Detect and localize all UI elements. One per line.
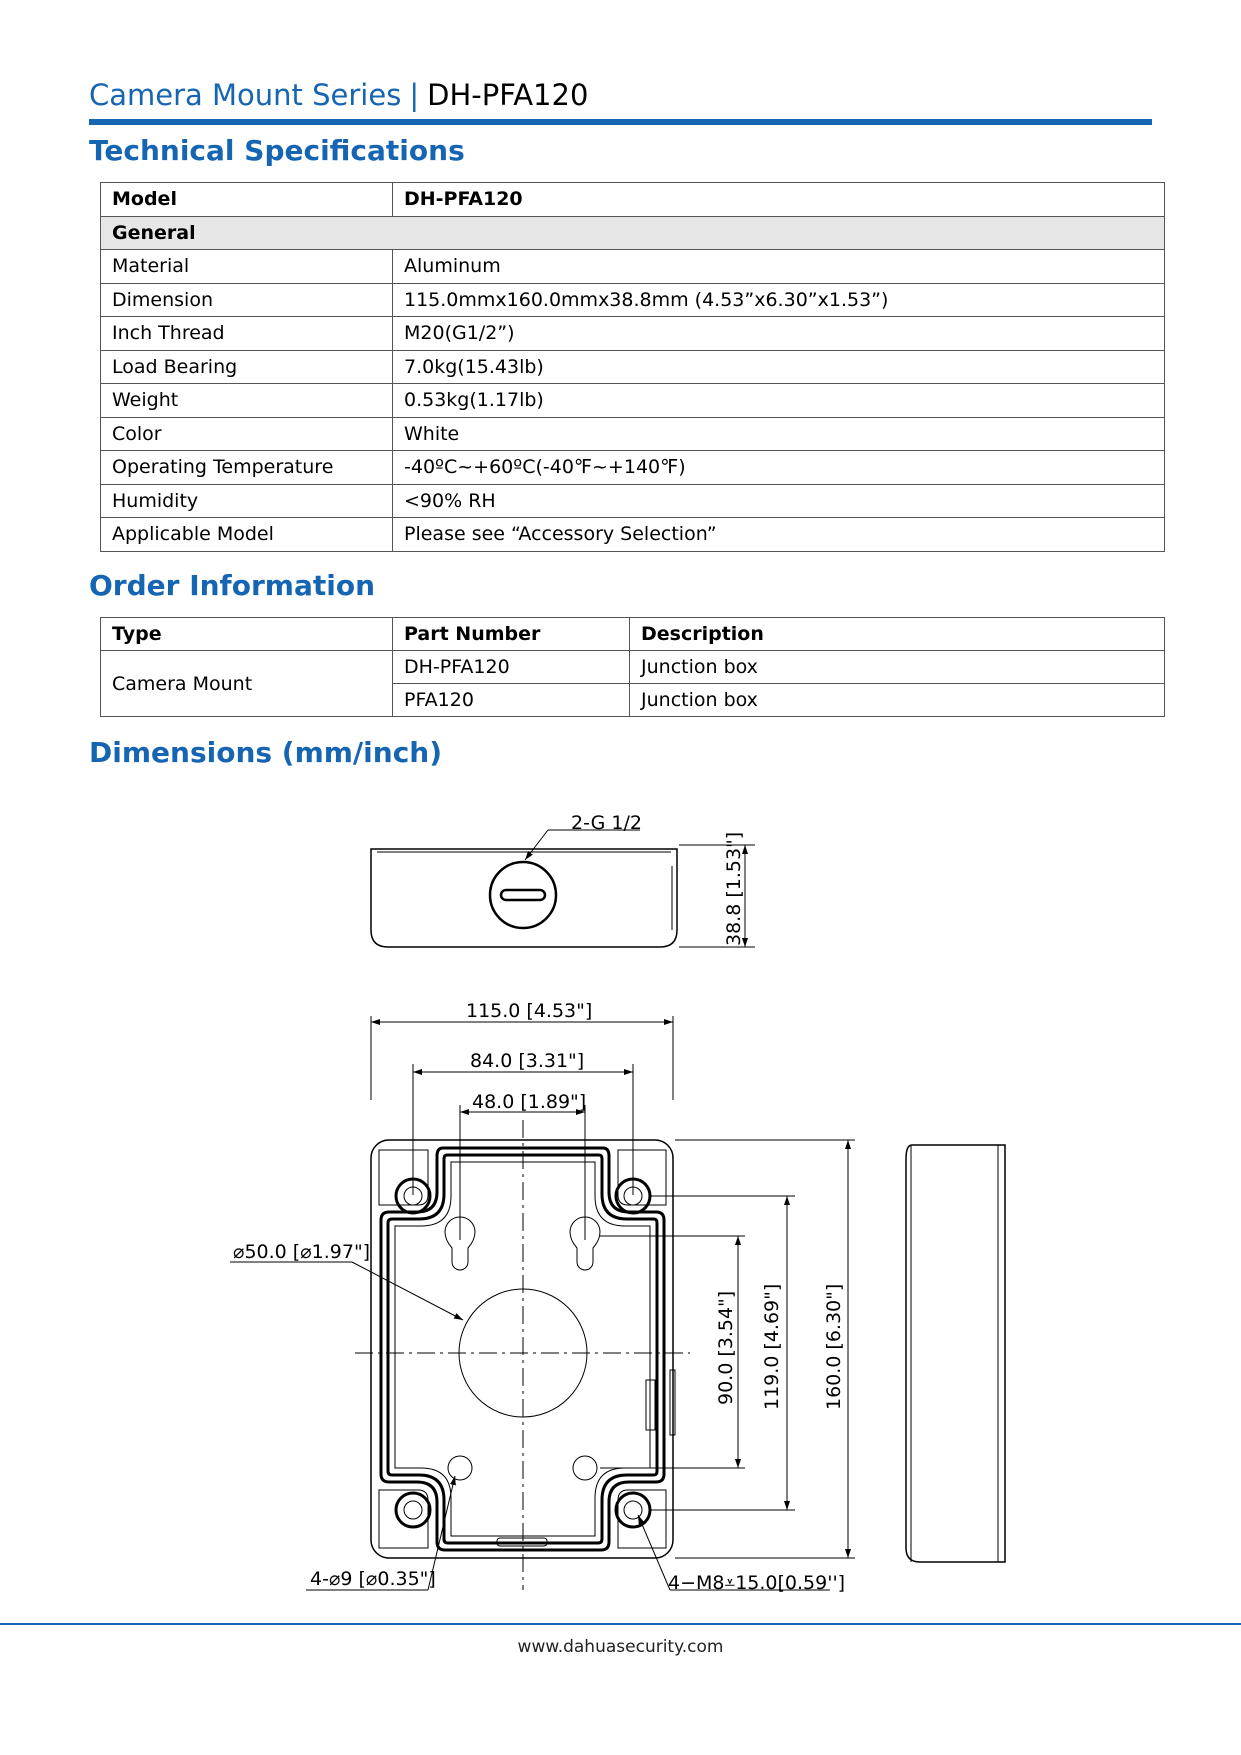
width-mid-label: 84.0 [3.31"] xyxy=(470,1050,585,1072)
order-info-title: Order Information xyxy=(89,569,376,602)
spec-value: White xyxy=(393,417,1165,451)
spec-label: Dimension xyxy=(101,283,393,317)
width-total-label: 115.0 [4.53"] xyxy=(466,1000,593,1022)
height-90-label: 90.0 [3.54"] xyxy=(715,1290,737,1405)
spec-value: -40ºC~+60ºC(-40℉~+140℉) xyxy=(393,451,1165,485)
order-type: Camera Mount xyxy=(101,651,393,717)
order-header-desc: Description xyxy=(630,618,1165,651)
width-inner-label: 48.0 [1.89"] xyxy=(472,1091,587,1113)
thread-label: 2-G 1/2 xyxy=(571,812,642,834)
spec-value: 0.53kg(1.17lb) xyxy=(393,384,1165,418)
order-desc: Junction box xyxy=(630,684,1165,717)
m8-holes-label: 4−M8⩡15.0[0.59''] xyxy=(668,1572,846,1594)
side-view xyxy=(371,830,755,947)
footer-line xyxy=(0,1623,1241,1625)
spec-value: <90% RH xyxy=(393,484,1165,518)
spec-label: Inch Thread xyxy=(101,317,393,351)
spec-value: 115.0mmx160.0mmx38.8mm (4.53”x6.30”x1.53”) xyxy=(393,283,1165,317)
side-height-label: 38.8 [1.53"] xyxy=(723,831,745,946)
spec-label: Applicable Model xyxy=(101,518,393,552)
header-model: DH-PFA120 xyxy=(427,78,589,112)
spec-value: Aluminum xyxy=(393,250,1165,284)
hole-diameter-label: ⌀50.0 [⌀1.97"] xyxy=(233,1241,371,1263)
spec-value: 7.0kg(15.43lb) xyxy=(393,350,1165,384)
spec-header-value: DH-PFA120 xyxy=(393,183,1165,217)
small-holes-label: 4-⌀9 [⌀0.35"] xyxy=(310,1568,436,1590)
spec-value: Please see “Accessory Selection” xyxy=(393,518,1165,552)
order-header-part: Part Number xyxy=(393,618,630,651)
spec-header-label: Model xyxy=(101,183,393,217)
spec-label: Weight xyxy=(101,384,393,418)
order-desc: Junction box xyxy=(630,651,1165,684)
spec-group-label: General xyxy=(101,216,1165,250)
spec-value: M20(G1/2”) xyxy=(393,317,1165,351)
height-160-label: 160.0 [6.30"] xyxy=(823,1283,845,1410)
header-separator: | xyxy=(409,78,420,112)
right-side-view xyxy=(906,1145,1005,1562)
order-part: PFA120 xyxy=(393,684,630,717)
dimensions-title: Dimensions (mm/inch) xyxy=(89,736,443,769)
height-119-label: 119.0 [4.69"] xyxy=(761,1283,783,1410)
footer-url[interactable]: www.dahuasecurity.com xyxy=(517,1637,724,1657)
spec-label: Material xyxy=(101,250,393,284)
spec-label: Load Bearing xyxy=(101,350,393,384)
spec-label: Humidity xyxy=(101,484,393,518)
series-name: Camera Mount Series xyxy=(89,78,402,112)
spec-label: Color xyxy=(101,417,393,451)
order-part: DH-PFA120 xyxy=(393,651,630,684)
tech-specs-title: Technical Specifications xyxy=(89,134,465,167)
spec-label: Operating Temperature xyxy=(101,451,393,485)
order-header-type: Type xyxy=(101,618,393,651)
